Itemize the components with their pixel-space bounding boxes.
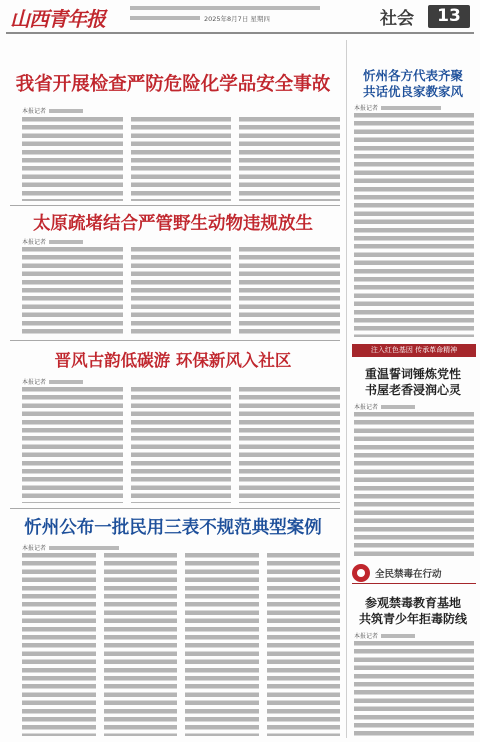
article-byline bbox=[22, 237, 83, 246]
article-headline[interactable]: 太原疏堵结合严管野生动物违规放生 bbox=[33, 214, 313, 234]
sidebar-banner bbox=[352, 563, 476, 584]
article-headline[interactable]: 晋风古韵低碳游 环保新风入社区 bbox=[54, 351, 292, 370]
sidebar-headline-line: 忻州各方代表齐聚 bbox=[362, 68, 463, 83]
article-body bbox=[22, 117, 340, 201]
sidebar-body bbox=[354, 113, 474, 337]
header-contact-line bbox=[130, 16, 200, 20]
body-text-column bbox=[354, 641, 474, 736]
body-text-column bbox=[22, 247, 123, 335]
masthead-logo: 山西青年报 bbox=[10, 7, 105, 31]
article-byline bbox=[22, 106, 83, 115]
section-rule bbox=[10, 205, 340, 206]
body-text-column bbox=[354, 113, 474, 337]
body-text-column bbox=[239, 247, 340, 335]
byline-name bbox=[381, 106, 441, 110]
sidebar-headline-line: 参观禁毒教育基地 bbox=[364, 596, 461, 610]
byline-label: 本报记者 bbox=[22, 379, 47, 386]
article-headline[interactable]: 我省开展检查严防危险化学品安全事故 bbox=[15, 74, 331, 95]
body-text-column bbox=[185, 553, 259, 736]
body-text-column bbox=[239, 387, 340, 503]
article-body bbox=[22, 247, 340, 335]
byline-name bbox=[49, 109, 83, 113]
byline-name bbox=[381, 634, 415, 638]
body-text-column bbox=[22, 553, 96, 736]
body-text-column bbox=[131, 117, 232, 201]
body-text-column bbox=[131, 387, 232, 503]
byline-label: 本报记者 bbox=[354, 633, 379, 640]
byline-name bbox=[381, 405, 415, 409]
header-rule bbox=[6, 32, 474, 34]
page-number: 13 bbox=[428, 5, 470, 28]
byline-name bbox=[49, 380, 83, 384]
section-rule bbox=[10, 340, 340, 341]
sidebar-headline[interactable] bbox=[350, 366, 476, 398]
article-body bbox=[22, 387, 340, 503]
byline-name bbox=[49, 546, 119, 550]
byline-label: 本报记者 bbox=[22, 108, 47, 115]
sidebar-banner-label: 全民禁毒在行动 bbox=[375, 569, 442, 580]
sidebar-headline[interactable] bbox=[350, 595, 476, 627]
section-rule bbox=[10, 508, 340, 509]
sidebar-banner: 注入红色基因 传承革命精神 bbox=[352, 344, 476, 357]
body-text-column bbox=[267, 553, 341, 736]
article-byline bbox=[22, 543, 119, 552]
sidebar-byline bbox=[354, 402, 415, 411]
sidebar-headline-line: 共筑青少年拒毒防线 bbox=[358, 612, 467, 626]
anti-drug-emblem-icon bbox=[352, 564, 370, 582]
byline-label: 本报记者 bbox=[354, 105, 379, 112]
byline-name bbox=[49, 240, 83, 244]
sidebar-headline-line: 重温誓词锤炼党性 bbox=[364, 367, 461, 381]
body-text-column bbox=[22, 117, 123, 201]
article-body bbox=[22, 553, 340, 736]
byline-label: 本报记者 bbox=[22, 239, 47, 246]
issue-date: 2025年8月7日 星期四 bbox=[204, 14, 270, 23]
body-text-column bbox=[131, 247, 232, 335]
sidebar-body bbox=[354, 412, 474, 556]
body-text-column bbox=[239, 117, 340, 201]
article-byline bbox=[22, 377, 83, 386]
header-meta-line bbox=[130, 6, 320, 10]
sidebar-headline[interactable] bbox=[350, 68, 476, 100]
byline-label: 本报记者 bbox=[22, 545, 47, 552]
sidebar-byline bbox=[354, 103, 441, 112]
header-meta-date-line bbox=[130, 14, 270, 22]
byline-label: 本报记者 bbox=[354, 404, 379, 411]
sidebar-body bbox=[354, 641, 474, 736]
sidebar-headline-line: 共话优良家教家风 bbox=[362, 84, 463, 99]
article-headline[interactable]: 忻州公布一批民用三表不规范典型案例 bbox=[24, 518, 322, 538]
column-divider bbox=[346, 40, 347, 738]
body-text-column bbox=[354, 412, 474, 556]
sidebar-headline-line: 书屋老香浸润心灵 bbox=[364, 383, 461, 397]
body-text-column bbox=[22, 387, 123, 503]
section-label: 社会 bbox=[380, 9, 414, 29]
body-text-column bbox=[104, 553, 178, 736]
sidebar-byline bbox=[354, 631, 415, 640]
